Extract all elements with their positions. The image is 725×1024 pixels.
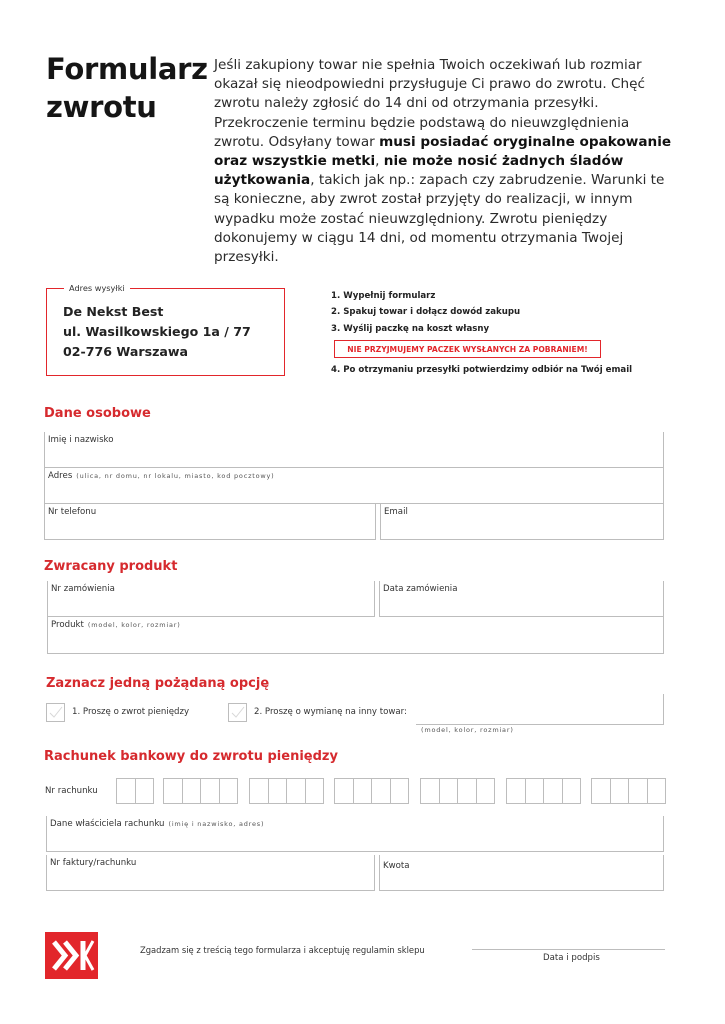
exchange-product-hint: (model, kolor, rozmiar) [421, 726, 514, 734]
account-digit-box[interactable] [439, 778, 459, 804]
signature-line[interactable] [472, 949, 665, 950]
shipping-street: ul. Wasilkowskiego 1a / 77 [63, 324, 251, 339]
double-chevron-k-logo-icon [45, 932, 98, 979]
step-2: 2. Spakuj towar i dołącz dowód zakupu [331, 307, 521, 317]
product-label-text: Produkt [51, 620, 84, 630]
account-digit-box[interactable] [390, 778, 410, 804]
brand-logo [45, 932, 98, 979]
invoice-number-field[interactable] [46, 855, 375, 891]
account-owner-label [47, 816, 663, 829]
account-digit-box[interactable] [525, 778, 545, 804]
product-label [48, 617, 663, 630]
address-hint: (ulica, nr domu, nr lokalu, miasto, kod pocztowy) [76, 472, 275, 480]
step-1: 1. Wypełnij formularz [331, 291, 436, 301]
order-number-label: Nr zamówienia [51, 584, 115, 594]
shipping-address-legend: Adres wysyłki [64, 283, 130, 293]
account-digit-box[interactable] [135, 778, 155, 804]
account-owner-label-text: Dane właściciela rachunku [50, 819, 165, 829]
account-digit-box[interactable] [506, 778, 526, 804]
product-hint: (model, kolor, rozmiar) [87, 621, 181, 629]
section-bank-heading: Rachunek bankowy do zwrotu pieniędzy [44, 749, 338, 764]
intro-segment: nie może nosić żadnych śladów użytkowania [214, 153, 624, 189]
title-line-2: zwrotu [46, 90, 157, 124]
account-digit-box[interactable] [305, 778, 325, 804]
refund-option-label: 1. Proszę o zwrot pieniędzy [72, 707, 190, 717]
consent-text: Zgadzam się z treścią tego formularza i akceptuję regulamin sklepu [140, 945, 425, 955]
account-digit-box[interactable] [286, 778, 306, 804]
email-label: Email [384, 507, 408, 517]
order-date-field[interactable] [379, 581, 664, 617]
title-line-1: Formularz [46, 52, 208, 86]
order-number-field[interactable] [47, 581, 375, 617]
cod-warning-badge: NIE PRZYJMUJEMY PACZEK WYSŁANYCH ZA POBRANIEM! [334, 340, 601, 358]
phone-label: Nr telefonu [48, 507, 97, 517]
account-digit-box[interactable] [562, 778, 582, 804]
exchange-option-label: 2. Proszę o wymianę na inny towar: [254, 707, 407, 717]
account-digit-box[interactable] [371, 778, 391, 804]
full-name-field[interactable] [44, 432, 664, 468]
phone-field[interactable] [44, 504, 376, 540]
check-icon [229, 704, 246, 721]
account-digit-box[interactable] [353, 778, 373, 804]
step-3: 3. Wyślij paczkę na koszt własny [331, 324, 490, 334]
product-field[interactable] [47, 617, 664, 654]
shipping-city: 02-776 Warszawa [63, 344, 189, 359]
account-digit-box[interactable] [268, 778, 288, 804]
account-digit-box[interactable] [591, 778, 611, 804]
account-digit-box[interactable] [476, 778, 496, 804]
intro-segment: , takich jak np.: zapach czy zabrudzenie. Warunki te są konieczne, aby zwrot został przyjęty do realizacji, w innym wypadku może zostać nieuwzględniony. Zwrotu pieniędzy dokonujemy w ciągu 14 dni, od momentu otrzymania Twojej przesyłki. [214, 172, 665, 266]
account-digit-box[interactable] [610, 778, 630, 804]
section-product-heading: Zwracany produkt [44, 559, 178, 574]
page-title [46, 50, 206, 126]
full-name-label: Imię i nazwisko [48, 435, 114, 445]
account-digit-box[interactable] [457, 778, 477, 804]
intro-segment: musi posiadać oryginalne opakowanie oraz wszystkie metki [214, 133, 672, 170]
address-label [45, 468, 663, 481]
account-digit-box[interactable] [420, 778, 440, 804]
account-owner-hint: (imię i nazwisko, adres) [168, 820, 265, 828]
section-option-heading: Zaznacz jedną pożądaną opcję [46, 676, 270, 691]
account-number-label: Nr rachunku [45, 786, 98, 796]
intro-segment: Jeśli zakupiony towar nie spełnia Twoich oczekiwań lub rozmiar okazał się nieodpowiedni przysługuje Ci prawo do zwrotu. Chęć zwrotu należy zgłosić do 14 dni od otrzymania przesyłki. Przekroczenie terminu będzie podstawą do nieuwzględnienia zwrotu. Odsyłany towar [214, 57, 645, 150]
order-date-label: Data zamówienia [383, 584, 458, 594]
account-digit-box[interactable] [182, 778, 202, 804]
account-digit-box[interactable] [647, 778, 667, 804]
account-digit-box[interactable] [200, 778, 220, 804]
amount-label: Kwota [383, 861, 410, 871]
invoice-number-label: Nr faktury/rachunku [50, 858, 137, 868]
address-field[interactable] [44, 468, 664, 504]
account-digit-box[interactable] [116, 778, 136, 804]
amount-field[interactable] [379, 855, 664, 891]
account-digit-box[interactable] [543, 778, 563, 804]
section-personal-heading: Dane osobowe [44, 406, 151, 421]
exchange-product-field[interactable] [416, 694, 664, 725]
email-field[interactable] [380, 504, 664, 540]
account-digit-box[interactable] [249, 778, 269, 804]
account-digit-box[interactable] [334, 778, 354, 804]
address-label-text: Adres [48, 471, 73, 481]
account-digit-box[interactable] [219, 778, 239, 804]
account-digit-box[interactable] [163, 778, 183, 804]
exchange-checkbox[interactable] [228, 703, 247, 722]
intro-segment: , [375, 153, 384, 170]
check-icon [47, 704, 64, 721]
signature-label: Data i podpis [543, 953, 600, 963]
shipping-company: De Nekst Best [63, 304, 164, 319]
account-owner-field[interactable] [46, 816, 664, 852]
refund-checkbox[interactable] [46, 703, 65, 722]
account-digit-box[interactable] [628, 778, 648, 804]
intro-paragraph [214, 56, 674, 267]
step-4: 4. Po otrzymaniu przesyłki potwierdzimy odbiór na Twój email [331, 365, 633, 375]
